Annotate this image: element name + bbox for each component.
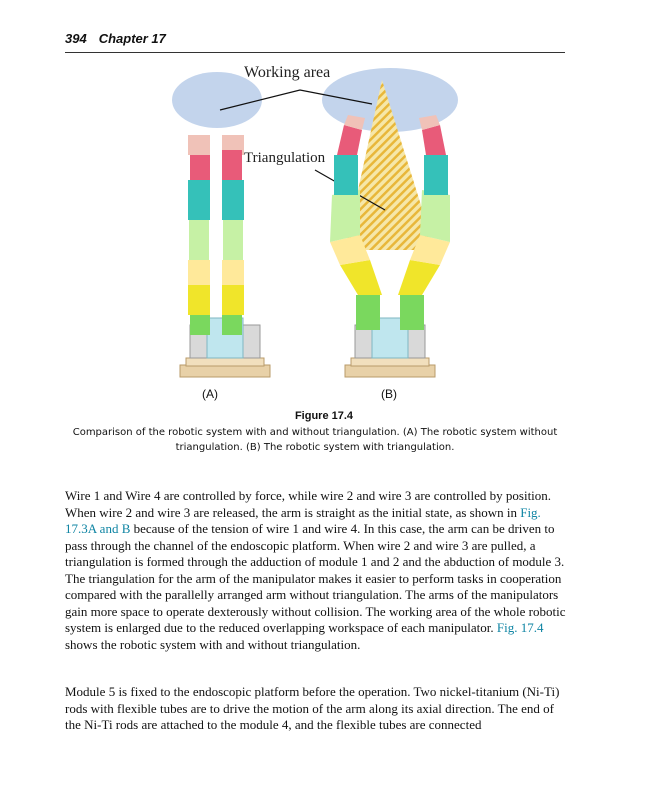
p1-text-a: Wire 1 and Wire 4 are controlled by force, while wire 2 and wire 3 are controlled by position. When wire 2 and wire 3 are released, the arm is straight as the initial state, as shown in [65,488,552,520]
figure-caption: Comparison of the robotic system with and without triangulation. (A) The robotic system without triangulation. (B) The robotic system with triangulation. [72,427,558,453]
robot-a [180,135,270,377]
figure-ref-17-3[interactable]: Fig. 17.3A and B [65,504,541,536]
figure-ref-17-4[interactable]: Fig. 17.4 [496,620,544,635]
body-paragraph-1 [65,488,570,653]
figure-title: Figure 17.4 [294,410,354,422]
robot-comparison-figure [160,60,480,405]
body-paragraph-2: Module 5 is fixed to the endoscopic platform before the operation. Two nickel-titanium (Ni-Ti) rods with flexible tubes are to drive the motion of the arm along its axial direction. The end of the Ni-Ti rods are attached to the module 4, and the flexible tubes are connected [65,684,560,732]
panel-label-b: (B) [381,387,397,401]
running-header [65,30,565,53]
label-triangulation: Triangulation [244,150,326,166]
panel-label-a: (A) [202,387,218,401]
chapter-title: Chapter 17 [98,31,166,46]
page-number: 394 [65,31,87,46]
p1-text-c: shows the robotic system with and without triangulation. [65,636,361,652]
label-working-area: Working area [244,64,331,81]
p1-text-b: because of the tension of wire 1 and wire 4. In this case, the arm can be driven to pass through the channel of the endoscopic platform. When wire 2 and wire 3 are pulled, a triangulation is formed through the adduction of module 1 and 2 and the abduction of module 3. The triangulation for the arm of the manipulator makes it easier to perform tasks in cooperation compared with the parallelly arranged arm without triangulation. The arms of the manipulators gain more space to operate dexterously without collision. The working area of the whole robotic system is enlarged due to the reduced overlapping workspace of each manipulator. [65,521,566,635]
